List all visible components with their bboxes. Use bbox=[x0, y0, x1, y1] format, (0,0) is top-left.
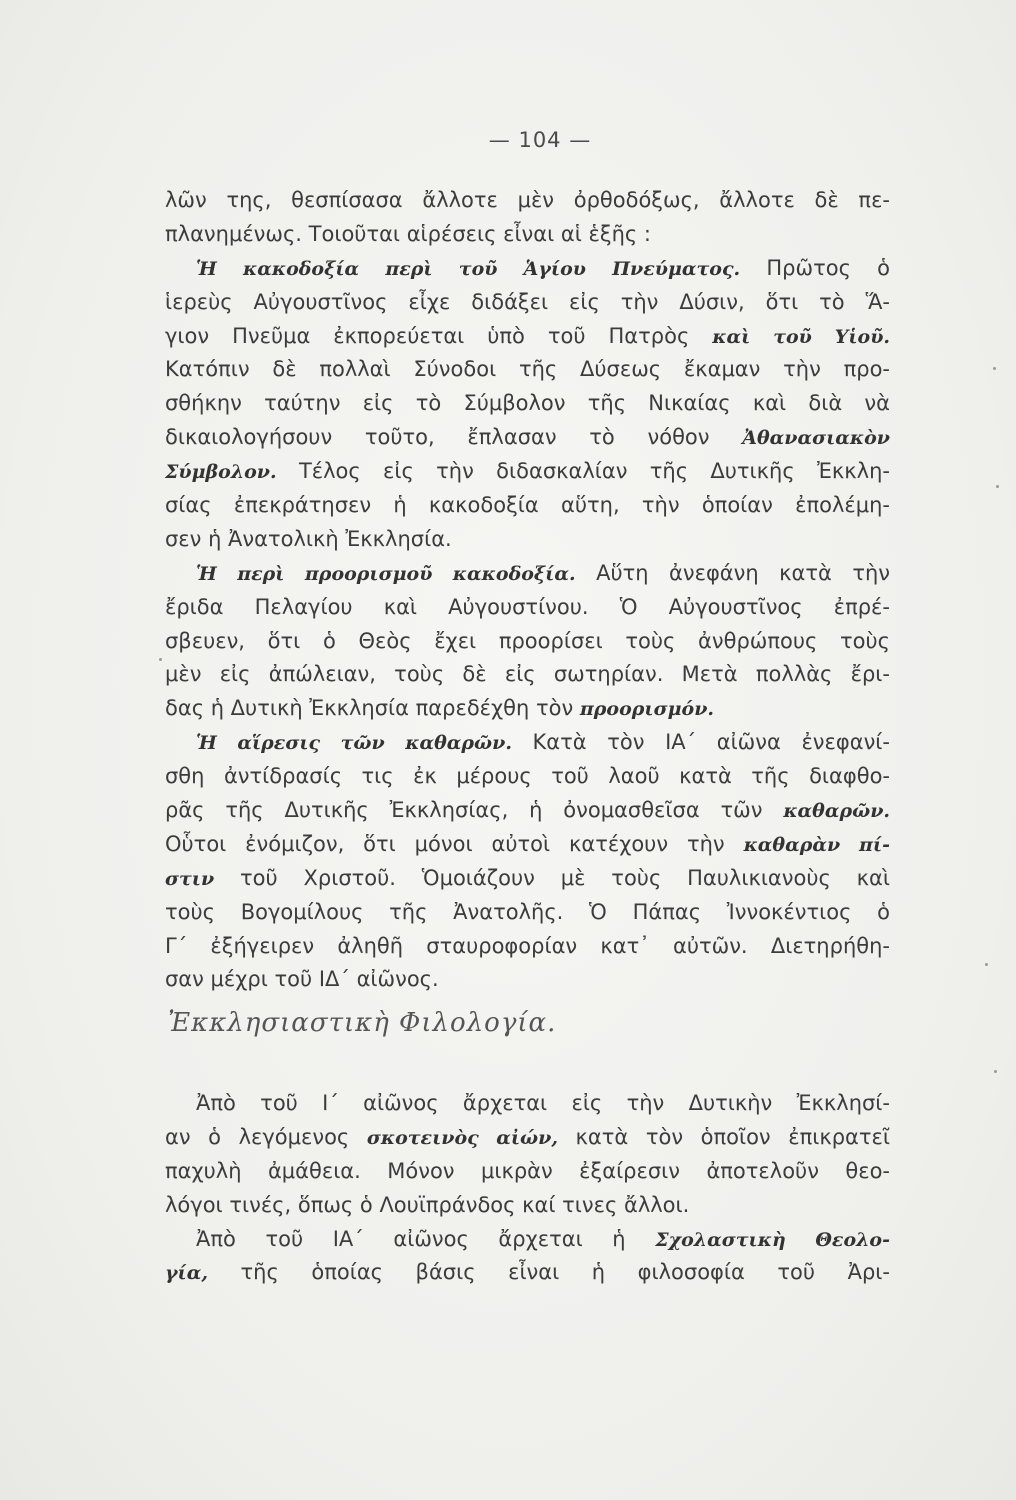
emphasized-term: σκοτεινὸς αἰών, bbox=[366, 1126, 558, 1149]
text-line: Γ´ ἐξήγειρεν ἀληθῆ σταυροφορίαν κατ᾿ αὐτῶν. Διετηρήθη- bbox=[165, 933, 890, 958]
emphasized-term: Ἀθανασιακὸν bbox=[742, 427, 890, 450]
text-line bbox=[165, 828, 890, 862]
text-run: δας ἡ Δυτικὴ Ἐκκλησία παρεδέχθη τὸν bbox=[165, 696, 580, 721]
emphasized-term: Ἡ περὶ προορισμοῦ κακοδοξία. bbox=[196, 562, 576, 585]
text-line bbox=[165, 320, 890, 354]
text-line bbox=[165, 862, 890, 896]
text-run: ρᾶς τῆς Δυτικῆς Ἐκκλησίας, ἡ ὀνομασθεῖσα τῶν bbox=[165, 798, 784, 823]
text-line bbox=[165, 252, 890, 286]
text-line bbox=[165, 557, 890, 591]
paper-speck bbox=[993, 367, 996, 370]
section-heading: Ἐκκλησιαστικὴ Φιλολογία. bbox=[168, 1008, 557, 1038]
text-line: σθήκην ταύτην εἰς τὸ Σύμβολον τῆς Νικαίας καὶ διὰ νὰ bbox=[165, 391, 890, 416]
emphasized-term: καθαρὰν πί- bbox=[743, 833, 890, 856]
paper-speck bbox=[994, 1070, 997, 1073]
emphasized-term: γία, bbox=[165, 1262, 208, 1285]
text-line: σίας ἐπεκράτησεν ἡ κακοδοξία αὕτη, τὴν ὁποίαν ἐπολέμη- bbox=[165, 493, 890, 518]
text-run: Πρῶτος ὁ bbox=[740, 255, 890, 280]
emphasized-term: καὶ τοῦ Υἱοῦ. bbox=[712, 325, 890, 348]
text-line bbox=[165, 726, 890, 760]
text-run: κατὰ τὸν ὁποῖον ἐπικρατεῖ bbox=[557, 1124, 890, 1149]
text-run: γιον Πνεῦμα ἐκπορεύεται ὑπὸ τοῦ Πατρὸς bbox=[165, 323, 713, 348]
text-run: τοῦ Χριστοῦ. Ὁμοιάζουν μὲ τοὺς Παυλικιανοὺς καὶ bbox=[214, 865, 890, 890]
text-run: Αὕτη ἀνεφάνη κατὰ τὴν bbox=[575, 560, 890, 585]
text-line: πλανημένως. Τοιοῦται αἱρέσεις εἶναι αἱ ἑξῆς : bbox=[165, 221, 651, 246]
text-line: σβευεν, ὅτι ὁ Θεὸς ἔχει προορίσει τοὺς ἀνθρώπους τοὺς bbox=[165, 628, 890, 653]
emphasized-term: Σύμβολον. bbox=[165, 461, 277, 484]
emphasized-term: Ἡ κακοδοξία περὶ τοῦ Ἁγίου Πνεύματος. bbox=[196, 257, 741, 280]
text-run: Ἀπὸ τοῦ ΙΑ´ αἰῶνος ἄρχεται ἡ bbox=[196, 1226, 656, 1251]
text-line bbox=[165, 455, 890, 489]
text-run: Τέλος εἰς τὴν διδασκαλίαν τῆς Δυτικῆς Ἐκκλη- bbox=[276, 459, 890, 484]
text-line: λόγοι τινές, ὅπως ὁ Λουϊπράνδος καί τινες ἄλλοι. bbox=[165, 1192, 690, 1217]
text-line: Κατόπιν δὲ πολλαὶ Σύνοδοι τῆς Δύσεως ἔκαμαν τὴν προ- bbox=[165, 357, 890, 382]
text-line: τοὺς Βογομίλους τῆς Ἀνατολῆς. Ὁ Πάπας Ἰννοκέντιος ὁ bbox=[165, 899, 890, 924]
text-line: σαν μέχρι τοῦ ΙΔ´ αἰῶνος. bbox=[165, 967, 439, 992]
text-line bbox=[165, 421, 890, 455]
text-run: τῆς ὁποίας βάσις εἶναι ἡ φιλοσοφία τοῦ Ἀρι- bbox=[207, 1260, 890, 1285]
emphasized-term: στιν bbox=[165, 867, 215, 890]
body-text-section-1 bbox=[165, 184, 890, 997]
text-run: δικαιολογήσουν τοῦτο, ἔπλασαν τὸ νόθον bbox=[165, 425, 743, 450]
text-line: Ἀπὸ τοῦ Ι´ αἰῶνος ἄρχεται εἰς τὴν Δυτικὴν Ἐκκλησί- bbox=[196, 1091, 890, 1115]
text-line: παχυλὴ ἀμάθεια. Μόνον μικρὰν ἐξαίρεσιν ἀποτελοῦν θεο- bbox=[165, 1158, 890, 1183]
text-line: ἱερεὺς Αὐγουστῖνος εἶχε διδάξει εἰς τὴν Δύσιν, ὅτι τὸ Ἅ- bbox=[165, 289, 890, 314]
text-line: ἔριδα Πελαγίου καὶ Αὐγουστίνου. Ὁ Αὐγουστῖνος ἐπρέ- bbox=[165, 594, 890, 619]
paper-speck bbox=[996, 485, 999, 488]
emphasized-term: προορισμόν. bbox=[579, 698, 714, 721]
emphasized-term: Ἡ αἵρεσις τῶν καθαρῶν. bbox=[196, 732, 512, 755]
body-text-section-2 bbox=[165, 1087, 890, 1290]
text-line bbox=[165, 1256, 890, 1290]
emphasized-term: καθαρῶν. bbox=[783, 800, 890, 823]
emphasized-term: Σχολαστικὴ Θεολο- bbox=[655, 1228, 890, 1251]
paper-speck bbox=[985, 963, 988, 966]
text-line bbox=[165, 1223, 890, 1257]
text-run: Κατὰ τὸν ΙΑ´ αἰῶνα ἐνεφανί- bbox=[511, 730, 890, 755]
page-number: — 104 — bbox=[488, 128, 592, 152]
text-line bbox=[165, 692, 890, 726]
paper-speck bbox=[159, 658, 162, 661]
text-run: Οὗτοι ἐνόμιζον, ὅτι μόνοι αὐτοὶ κατέχουν τὴν bbox=[165, 831, 744, 856]
text-line: σεν ἡ Ἀνατολικὴ Ἐκκλησία. bbox=[165, 526, 452, 551]
text-line: σθη ἀντίδρασίς τις ἐκ μέρους τοῦ λαοῦ κατὰ τῆς διαφθο- bbox=[165, 764, 890, 789]
text-run: αν ὁ λεγόμενος bbox=[165, 1124, 367, 1149]
text-line bbox=[165, 794, 890, 828]
text-line bbox=[165, 1121, 890, 1155]
text-line: μὲν εἰς ἀπώλειαν, τοὺς δὲ εἰς σωτηρίαν. Μετὰ πολλὰς ἔρι- bbox=[165, 662, 890, 687]
text-line: λῶν της, θεσπίσασα ἄλλοτε μὲν ὀρθοδόξως, ἄλλοτε δὲ πε- bbox=[165, 188, 890, 212]
